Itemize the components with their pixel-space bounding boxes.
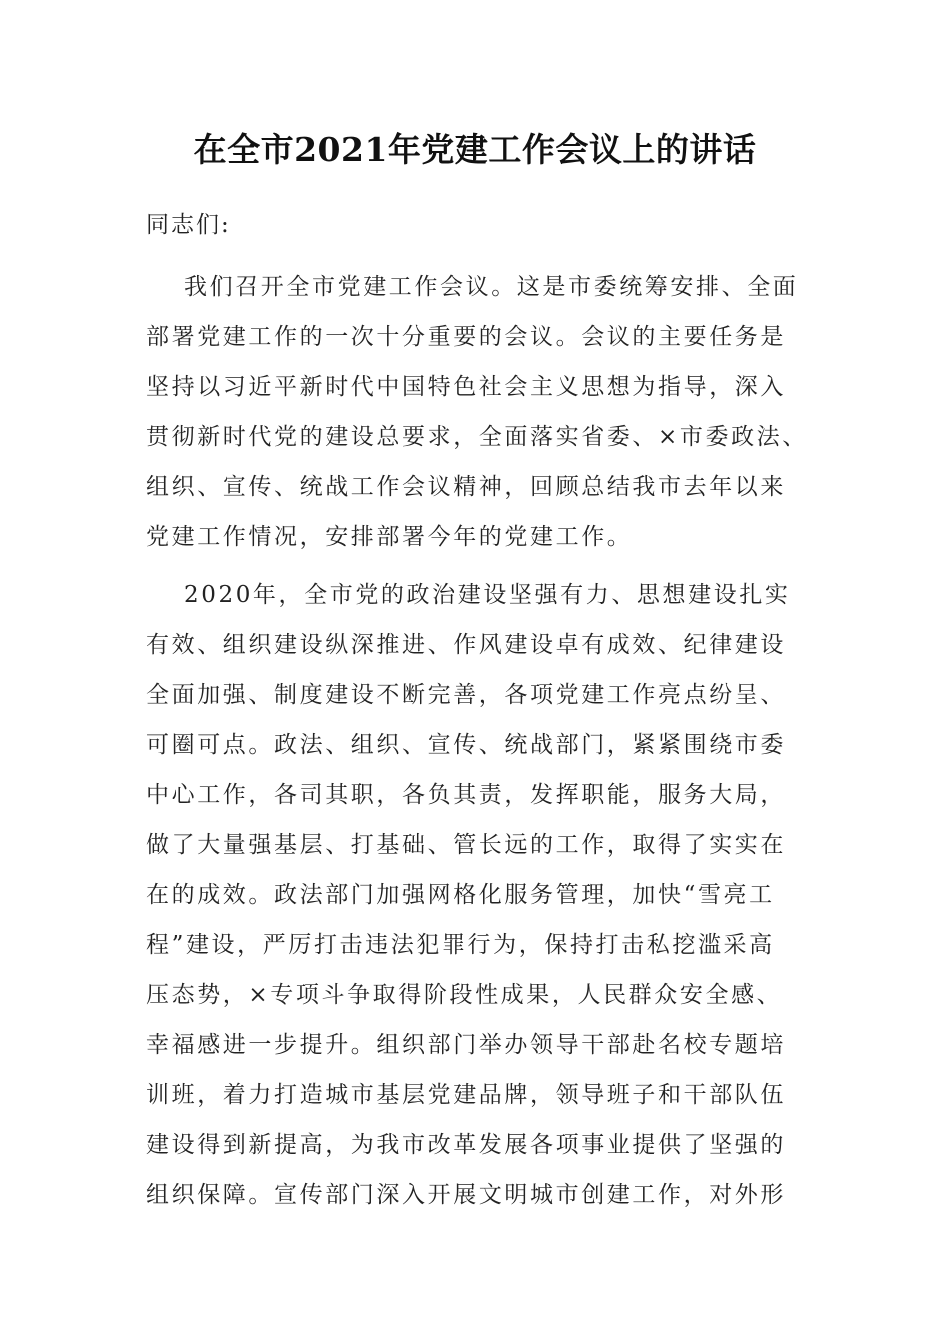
paragraph-1 xyxy=(146,262,806,562)
paragraph-line: 部署党建工作的一次十分重要的会议。会议的主要任务是 xyxy=(146,324,786,350)
paragraph-line: 全面加强、制度建设不断完善，各项党建工作亮点纷呈、 xyxy=(146,682,786,708)
paragraph-line: 在的成效。政法部门加强网格化服务管理，加快“雪亮工 xyxy=(146,882,775,908)
paragraph-line: 建设得到新提高，为我市改革发展各项事业提供了坚强的 xyxy=(146,1132,786,1158)
paragraph-line: 训班，着力打造城市基层党建品牌，领导班子和干部队伍 xyxy=(146,1082,786,1108)
paragraph-line: 党建工作情况，安排部署今年的党建工作。 xyxy=(146,524,633,550)
paragraph-line: 有效、组织建设纵深推进、作风建设卓有成效、纪律建设 xyxy=(146,632,786,658)
paragraph-line: 组织、宣传、统战工作会议精神，回顾总结我市去年以来 xyxy=(146,474,786,500)
paragraph-line: 组织保障。宣传部门深入开展文明城市创建工作，对外形 xyxy=(146,1182,786,1208)
paragraph-line: 2020年，全市党的政治建设坚强有力、思想建设扎实 xyxy=(184,582,791,608)
paragraph-line: 坚持以习近平新时代中国特色社会主义思想为指导，深入 xyxy=(146,374,786,400)
paragraph-line: 中心工作，各司其职，各负其责，发挥职能，服务大局， xyxy=(146,782,786,808)
document-title: 在全市2021年党建工作会议上的讲话 xyxy=(193,130,757,169)
paragraph-line: 可圈可点。政法、组织、宣传、统战部门，紧紧围绕市委 xyxy=(146,732,786,758)
paragraph-2 xyxy=(146,570,806,1220)
paragraph-line: 我们召开全市党建工作会议。这是市委统筹安排、全面 xyxy=(184,274,799,300)
paragraph-line: 程”建设，严厉打击违法犯罪行为，保持打击私挖滥采高 xyxy=(146,932,775,958)
salutation: 同志们: xyxy=(146,212,231,238)
paragraph-line: 做了大量强基层、打基础、管长远的工作，取得了实实在 xyxy=(146,832,786,858)
paragraph-line: 压态势，×专项斗争取得阶段性成果，人民群众安全感、 xyxy=(146,982,783,1008)
paragraph-line: 幸福感进一步提升。组织部门举办领导干部赴名校专题培 xyxy=(146,1032,786,1058)
paragraph-line: 贯彻新时代党的建设总要求，全面落实省委、×市委政法、 xyxy=(146,424,808,450)
